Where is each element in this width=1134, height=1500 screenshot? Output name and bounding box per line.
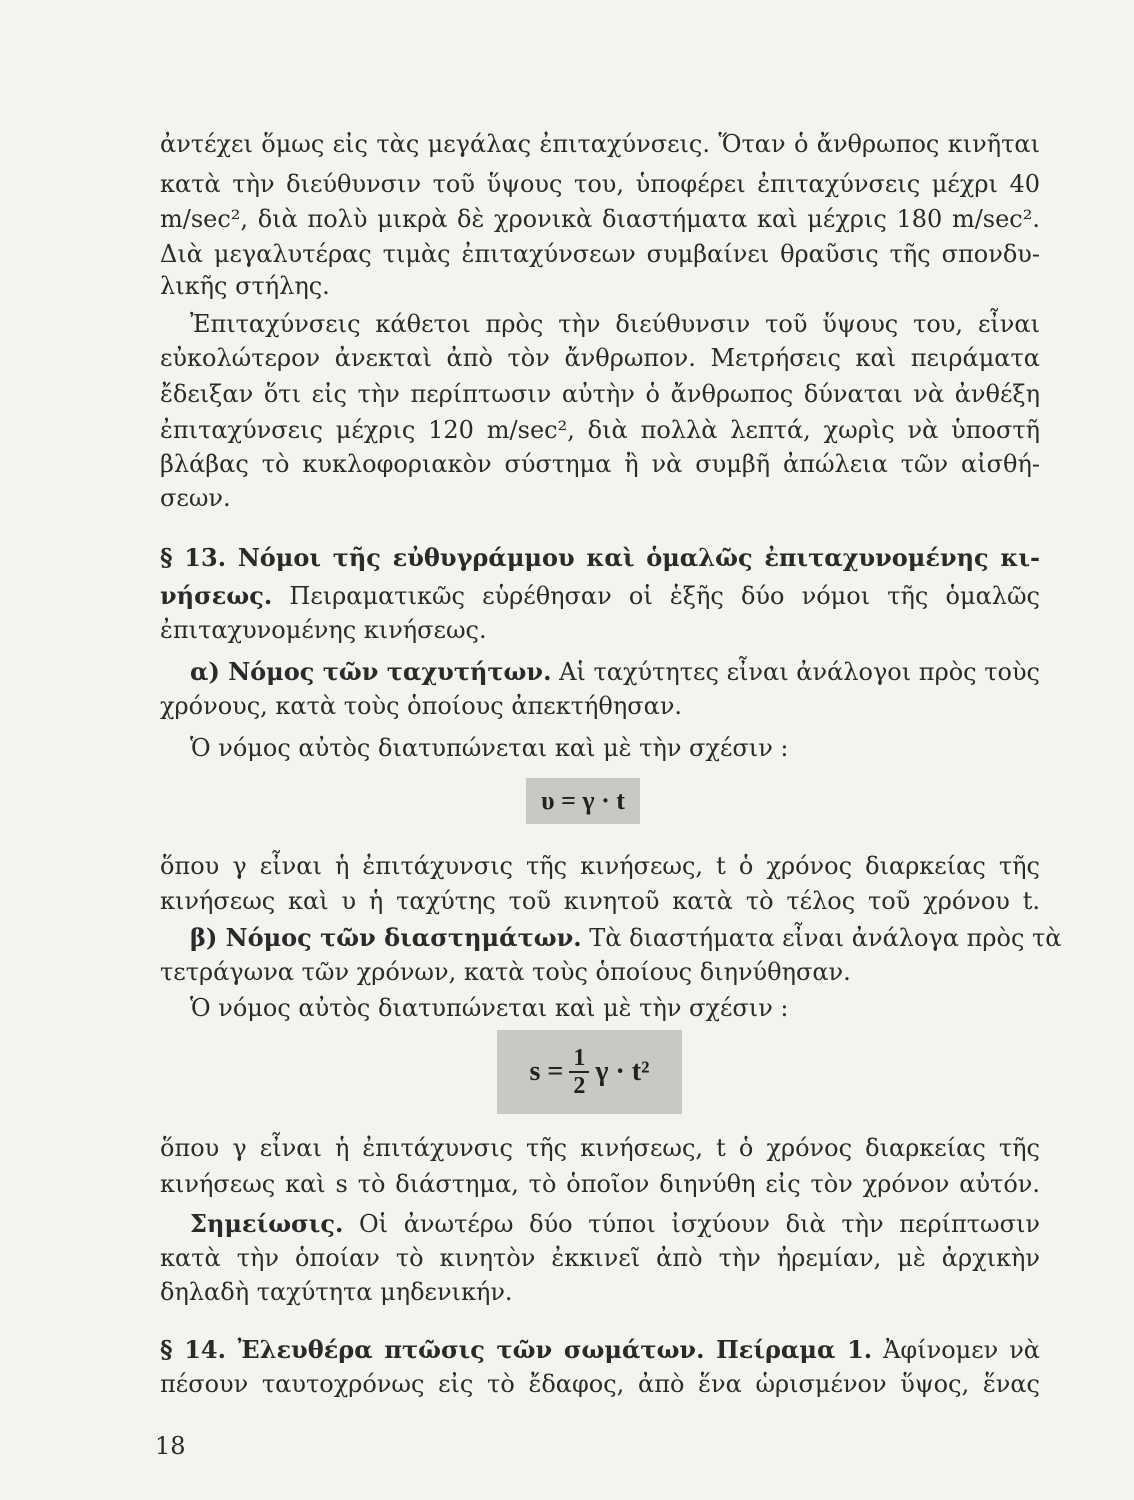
text-line: εὐκολώτερον ἀνεκταὶ ἀπὸ τὸν ἄνθρωπον. Μετρήσεις καὶ πειράματα bbox=[160, 344, 1040, 372]
text-span: Τὰ διαστήματα εἶναι ἀνάλογα πρὸς τὰ bbox=[589, 924, 1062, 952]
law-a-heading: α) Νόμος τῶν ταχυτήτων. bbox=[190, 657, 552, 686]
section-heading: § 13. Νόμοι τῆς εὐθυγράμμου καὶ ὁμαλῶς ἐπιταχυνομένης κι- bbox=[160, 543, 1040, 572]
text-line: βλάβας τὸ κυκλοφοριακὸν σύστημα ἢ νὰ συμβῆ ἀπώλεια τῶν αἰσθή- bbox=[160, 450, 1040, 478]
text-line: ὅπου γ εἶναι ἡ ἐπιτάχυνσις τῆς κινήσεως, t ὁ χρόνος διαρκείας τῆς bbox=[160, 852, 1040, 880]
law-b-heading: β) Νόμος τῶν διαστημάτων. bbox=[190, 923, 582, 952]
page-number: 18 bbox=[155, 1432, 186, 1460]
text-line bbox=[190, 922, 1062, 954]
text-line: ὅπου γ εἶναι ἡ ἐπιτάχυνσις τῆς κινήσεως, t ὁ χρόνος διαρκείας τῆς bbox=[160, 1134, 1040, 1162]
text-span: Αἱ ταχύτητες εἶναι ἀνάλογοι πρὸς τοὺς bbox=[559, 658, 1040, 686]
text-line: m/sec², διὰ πολὺ μικρὰ δὲ χρονικὰ διαστήματα καὶ μέχρις 180 m/sec². bbox=[160, 205, 1040, 233]
formula-right: γ · t² bbox=[595, 1056, 650, 1087]
text-line: χρόνους, κατὰ τοὺς ὁποίους ἀπεκτήθησαν. bbox=[160, 692, 683, 720]
text-line: ἐπιταχυνομένης κινήσεως. bbox=[160, 616, 487, 644]
text-line: κινήσεως καὶ s τὸ διάστημα, τὸ ὁποῖον διηνύθη εἰς τὸν χρόνον αὐτόν. bbox=[160, 1170, 1040, 1198]
text-line: Διὰ μεγαλυτέρας τιμὰς ἐπιταχύνσεων συμβαίνει θραῦσις τῆς σπονδυ- bbox=[160, 240, 1040, 268]
note-heading: Σημείωσις. bbox=[190, 1209, 344, 1238]
text-line: τετράγωνα τῶν χρόνων, κατὰ τοὺς ὁποίους διηνύθησαν. bbox=[160, 958, 851, 986]
text-line: Ἐπιταχύνσεις κάθετοι πρὸς τὴν διεύθυνσιν τοῦ ὕψους του, εἶναι bbox=[190, 310, 1040, 338]
text-line bbox=[190, 1208, 1040, 1240]
section-heading: § 14. Ἐλευθέρα πτῶσις τῶν σωμάτων. Πείραμα 1. bbox=[160, 1335, 873, 1364]
fraction-denominator: 2 bbox=[573, 1073, 586, 1099]
text-line: κατὰ τὴν ὁποίαν τὸ κινητὸν ἐκκινεῖ ἀπὸ τὴν ἠρεμίαν, μὲ ἀρχικὴν bbox=[160, 1244, 1040, 1272]
formula-velocity bbox=[526, 778, 640, 824]
formula-text: υ = γ · t bbox=[541, 786, 625, 815]
text-line bbox=[160, 1334, 1040, 1366]
text-line: ἔδειξαν ὅτι εἰς τὴν περίπτωσιν αὐτὴν ὁ ἄνθρωπος δύναται νὰ ἀνθέξη bbox=[160, 380, 1040, 408]
fraction-numerator: 1 bbox=[569, 1045, 589, 1073]
text-span: Ἀφίνομεν νὰ bbox=[883, 1336, 1040, 1364]
section-heading-tail: νήσεως. bbox=[160, 581, 273, 610]
text-line: κατὰ τὴν διεύθυνσιν τοῦ ὕψους του, ὑποφέρει ἐπιταχύνσεις μέχρι 40 bbox=[160, 170, 1040, 198]
text-span: Πειραματικῶς εὑρέθησαν οἱ ἑξῆς δύο νόμοι τῆς ὁμαλῶς bbox=[289, 582, 1041, 610]
text-line: Ὁ νόμος αὐτὸς διατυπώνεται καὶ μὲ τὴν σχέσιν : bbox=[190, 994, 789, 1022]
fraction bbox=[569, 1045, 589, 1099]
text-line: κινήσεως καὶ υ ἡ ταχύτης τοῦ κινητοῦ κατὰ τὸ τέλος τοῦ χρόνου t. bbox=[160, 887, 1040, 915]
text-line: σεων. bbox=[160, 484, 231, 512]
text-line: ἀντέχει ὅμως εἰς τὰς μεγάλας ἐπιταχύνσεις. Ὅταν ὁ ἄνθρωπος κινῆται bbox=[160, 130, 1040, 158]
text-line: ἐπιταχύνσεις μέχρις 120 m/sec², διὰ πολλὰ λεπτά, χωρὶς νὰ ὑποστῆ bbox=[160, 416, 1040, 444]
text-line: πέσουν ταυτοχρόνως εἰς τὸ ἔδαφος, ἀπὸ ἕνα ὡρισμένον ὕψος, ἕνας bbox=[160, 1370, 1040, 1398]
text-line bbox=[190, 656, 1040, 688]
text-line: λικῆς στήλης. bbox=[160, 272, 330, 300]
formula-distance bbox=[497, 1030, 682, 1114]
text-line: Ὁ νόμος αὐτὸς διατυπώνεται καὶ μὲ τὴν σχέσιν : bbox=[190, 734, 789, 762]
text-line bbox=[160, 580, 1040, 612]
text-span: Οἱ ἀνωτέρω δύο τύποι ἰσχύουν διὰ τὴν περίπτωσιν bbox=[358, 1210, 1040, 1238]
text-line: δηλαδὴ ταχύτητα μηδενικήν. bbox=[160, 1278, 513, 1306]
formula-left: s = bbox=[529, 1056, 564, 1087]
